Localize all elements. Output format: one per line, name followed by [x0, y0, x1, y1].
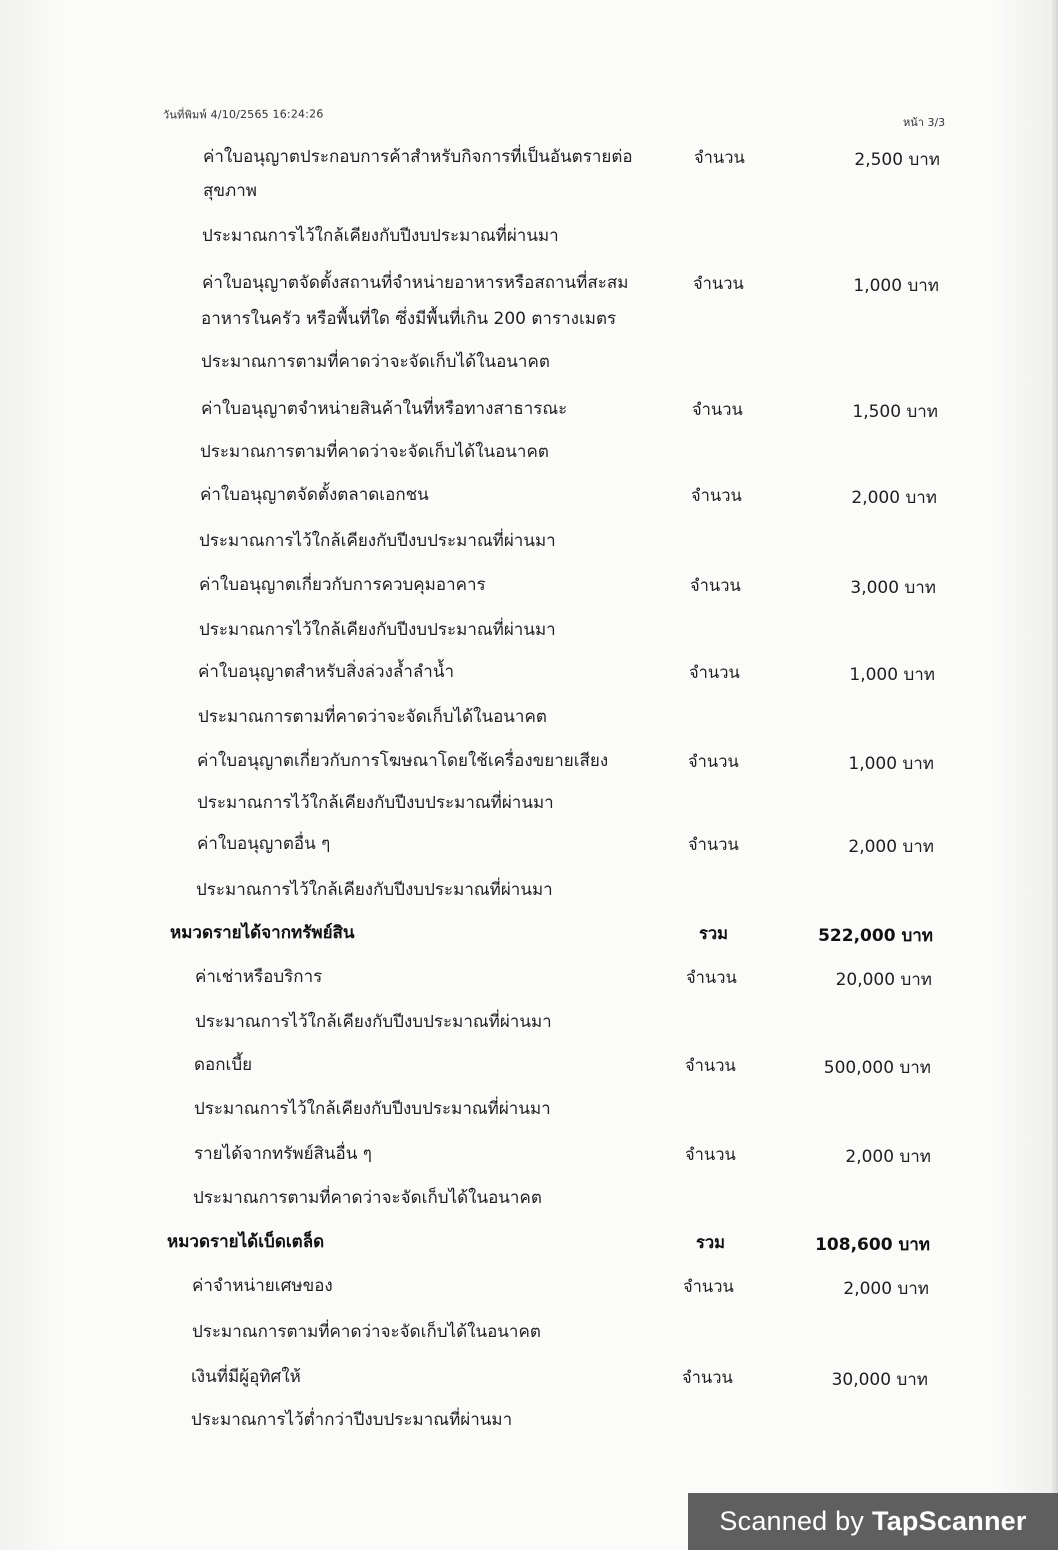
amount-label: จำนวน: [682, 1368, 733, 1387]
item-amount: 2,000 บาท: [848, 837, 934, 857]
item-title-continued: สุขภาพ: [203, 181, 257, 201]
print-datetime: 4/10/2565 16:24:26: [210, 107, 324, 122]
item-title: เงินที่มีผู้อุทิศให้: [191, 1367, 301, 1387]
item-title: ดอกเบี้ย: [194, 1055, 253, 1075]
item-amount: 500,000 บาท: [823, 1058, 931, 1078]
item-amount: 1,500 บาท: [852, 402, 938, 422]
estimate-note: ประมาณการไว้ใกล้เคียงกับปีงบประมาณที่ผ่านมา: [199, 531, 556, 551]
item-amount: 2,000 บาท: [843, 1279, 929, 1299]
estimate-note: ประมาณการตามที่คาดว่าจะจัดเก็บได้ในอนาคต: [198, 707, 547, 727]
item-amount: 1,000 บาท: [853, 276, 939, 296]
item-amount: 20,000 บาท: [835, 970, 932, 990]
amount-label: จำนวน: [683, 1277, 734, 1296]
estimate-note: ประมาณการไว้ใกล้เคียงกับปีงบประมาณที่ผ่านมา: [194, 1099, 551, 1119]
amount-label: จำนวน: [694, 148, 745, 167]
estimate-note: ประมาณการไว้ใกล้เคียงกับปีงบประมาณที่ผ่านมา: [195, 1012, 552, 1032]
amount-label: จำนวน: [688, 752, 739, 771]
item-amount: 2,500 บาท: [854, 150, 940, 170]
estimate-note: ประมาณการไว้ใกล้เคียงกับปีงบประมาณที่ผ่านมา: [196, 880, 553, 900]
estimate-note: ประมาณการตามที่คาดว่าจะจัดเก็บได้ในอนาคต: [200, 442, 549, 462]
item-amount: 1,000 บาท: [848, 754, 934, 774]
amount-label: จำนวน: [693, 274, 744, 293]
item-amount: 1,000 บาท: [849, 665, 935, 685]
item-title: ค่าใบอนุญาตจัดตั้งสถานที่จำหน่ายอาหารหรือสถานที่สะสม: [202, 273, 629, 293]
item-title: ค่าใบอนุญาตประกอบการค้าสำหรับกิจการที่เป็นอันตรายต่อ: [203, 147, 633, 167]
estimate-note: ประมาณการไว้ใกล้เคียงกับปีงบประมาณที่ผ่านมา: [197, 793, 554, 813]
watermark-prefix: Scanned by: [719, 1506, 865, 1536]
total-label: รวม: [699, 924, 729, 943]
amount-label: จำนวน: [692, 400, 743, 419]
estimate-note: ประมาณการตามที่คาดว่าจะจัดเก็บได้ในอนาคต: [192, 1322, 541, 1342]
item-title: ค่าใบอนุญาตจัดตั้งตลาดเอกชน: [200, 485, 429, 505]
item-title: ค่าจำหน่ายเศษของ: [192, 1276, 333, 1296]
item-amount: 30,000 บาท: [831, 1370, 928, 1390]
item-amount: 2,000 บาท: [851, 488, 937, 508]
item-title: รายได้จากทรัพย์สินอื่น ๆ: [194, 1144, 372, 1164]
item-amount: 2,000 บาท: [845, 1147, 931, 1167]
category-title: หมวดรายได้เบ็ดเตล็ด: [167, 1232, 325, 1252]
print-label: วันที่พิมพ์: [162, 108, 207, 122]
estimate-note: ประมาณการตามที่คาดว่าจะจัดเก็บได้ในอนาคต: [193, 1188, 542, 1208]
total-label: รวม: [696, 1233, 726, 1252]
item-title: ค่าใบอนุญาตอื่น ๆ: [197, 834, 331, 854]
amount-label: จำนวน: [690, 576, 741, 595]
page-label: หน้า: [903, 116, 924, 129]
item-title: ค่าใบอนุญาตจำหน่ายสินค้าในที่หรือทางสาธารณะ: [201, 399, 568, 419]
estimate-note: ประมาณการตามที่คาดว่าจะจัดเก็บได้ในอนาคต: [201, 352, 550, 372]
item-title: ค่าเช่าหรือบริการ: [195, 967, 323, 987]
amount-label: จำนวน: [689, 663, 740, 682]
amount-label: จำนวน: [685, 1056, 736, 1075]
category-total: 522,000 บาท: [818, 926, 933, 946]
estimate-note: ประมาณการไว้ใกล้เคียงกับปีงบประมาณที่ผ่านมา: [202, 226, 559, 246]
amount-label: จำนวน: [688, 835, 739, 854]
item-title: ค่าใบอนุญาตเกี่ยวกับการโฆษณาโดยใช้เครื่องขยายเสียง: [197, 751, 609, 771]
estimate-note: ประมาณการไว้ใกล้เคียงกับปีงบประมาณที่ผ่านมา: [199, 620, 556, 640]
category-title: หมวดรายได้จากทรัพย์สิน: [170, 923, 355, 943]
scanner-watermark: [688, 1493, 1058, 1550]
item-title: ค่าใบอนุญาตสำหรับสิ่งล่วงล้ำลำน้ำ: [198, 662, 454, 682]
estimate-note: ประมาณการไว้ต่ำกว่าปีงบประมาณที่ผ่านมา: [191, 1410, 513, 1430]
amount-label: จำนวน: [686, 968, 737, 987]
item-title: ค่าใบอนุญาตเกี่ยวกับการควบคุมอาคาร: [199, 575, 486, 595]
item-amount: 3,000 บาท: [850, 578, 936, 598]
category-total: 108,600 บาท: [815, 1235, 930, 1255]
page-number: 3/3: [927, 116, 946, 129]
item-title-continued: อาหารในครัว หรือพื้นที่ใด ซึ่งมีพื้นที่เกิน 200 ตารางเมตร: [201, 309, 617, 329]
watermark-brand: TapScanner: [872, 1506, 1027, 1536]
amount-label: จำนวน: [685, 1145, 736, 1164]
amount-label: จำนวน: [691, 486, 742, 505]
